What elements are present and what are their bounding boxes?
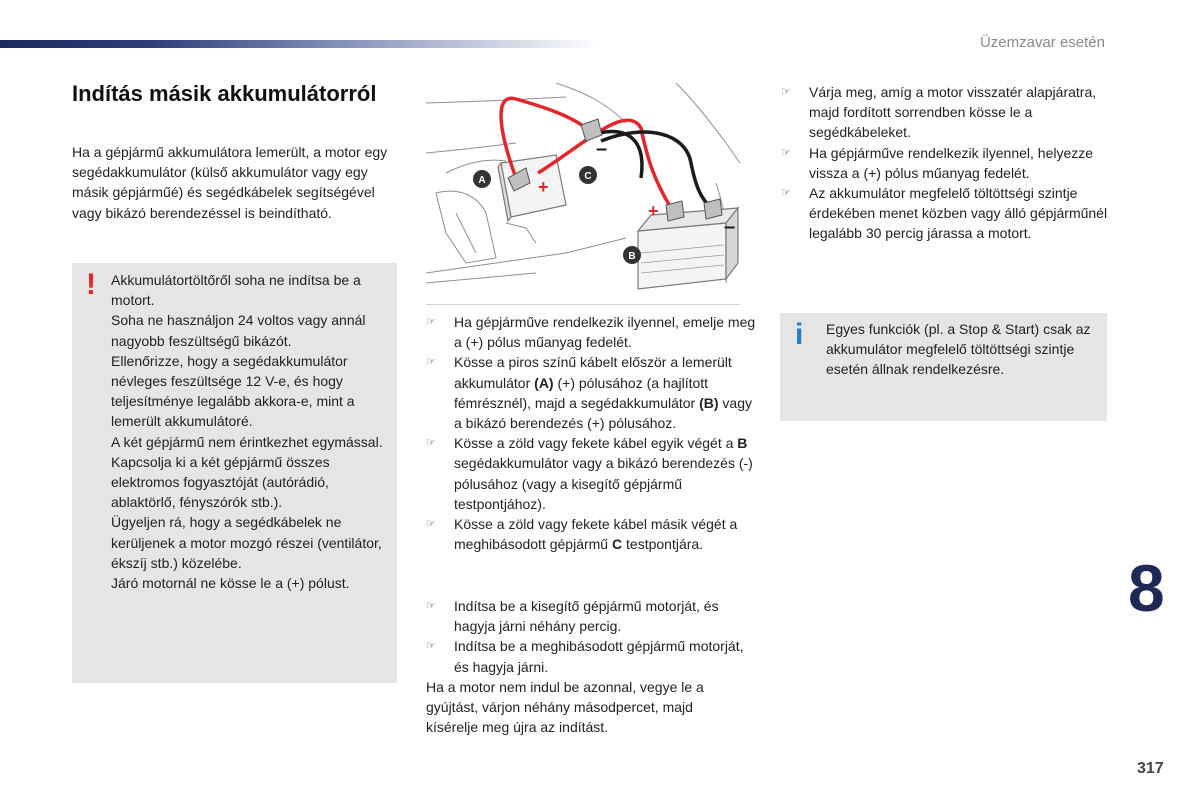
info-text: Egyes funkciók (pl. a Stop & Start) csak az akkumulátor megfelelő töltöttségi szintje esetén állnak rendelkezésre. [826, 321, 1091, 378]
warning-line: Ügyeljen rá, hogy a segédkábelek ne kerüljenek a motor mozgó részei (ventilátor, ékszíj stb.) közelébe. [111, 514, 382, 571]
list-item: ☞ Ha gépjárműve rendelkezik ilyennel, emelje meg a (+) pólus műanyag fedelét. [426, 314, 756, 351]
bullet-icon: ☞ [781, 146, 791, 159]
bullet-icon: ☞ [426, 316, 436, 328]
bullet-icon: ☞ [426, 356, 436, 369]
warning-line: Ellenőrizze, hogy a segédakkumulátor névleges feszültsége 12 V-e, és hogy teljesítménye legalább akkora-e, mint a lemerült akkumulátoré. [111, 352, 355, 430]
label-b: B [628, 251, 636, 262]
warning-line: Akkumulátortöltőről soha ne indítsa be a motort. [111, 272, 361, 309]
header-gradient-bar [0, 40, 600, 48]
warning-line: Soha ne használjon 24 voltos vagy annál nagyobb feszültségű bikázót. [111, 312, 366, 349]
restart-note: Ha a motor nem indul be azonnal, vegye le a gyújtást, várjon néhány másodpercet, majd kísérelje meg újra az indítást. [426, 679, 704, 736]
label-a: A [478, 175, 486, 186]
warning-line: Kapcsolja ki a két gépjármű összes elektromos fogyasztóját (autórádió, ablaktörlő, fényszórók stb.). [111, 453, 330, 511]
steps-column-middle-2 [426, 596, 756, 677]
list-item: ☞ Kösse a piros színű kábelt először a lemerült akkumulátor (A) (+) pólusához (a hajlított fémrésznél), majd a segédakkumulátor (B) vagy a bikázó berendezés (+) pólusához. [426, 354, 753, 432]
chapter-number: 8 [1128, 551, 1165, 625]
steps-column-middle [426, 312, 756, 554]
plus-sign-b: + [648, 201, 659, 221]
warning-text [111, 270, 391, 593]
plus-sign-a: + [538, 177, 549, 197]
bullet-icon: ☞ [781, 187, 791, 200]
list-item: ☞ Kösse a zöld vagy fekete kábel másik végét a meghibásodott gépjármű C testpontjára. [426, 516, 738, 553]
jump-start-illustration [426, 83, 740, 305]
minus-sign-c: – [596, 138, 608, 160]
steps-column-right [781, 82, 1111, 244]
label-c: C [584, 171, 592, 182]
bullet-icon: ☞ [426, 518, 436, 531]
info-icon: i [795, 318, 804, 351]
exclamation-icon: ! [86, 268, 96, 301]
bullet-icon: ☞ [781, 86, 791, 98]
page-number: 317 [1137, 760, 1164, 777]
warning-line: Járó motornál ne kösse le a (+) pólust. [111, 575, 350, 592]
page-title: Indítás másik akkumulátorról [72, 81, 377, 106]
list-item: ☞ Kösse a zöld vagy fekete kábel egyik végét a B segédakkumulátor vagy a bikázó berendezés (-) pólusához (vagy a kisegítő gépjármű testpontjához). [426, 435, 753, 512]
minus-sign-b: – [724, 216, 736, 238]
intro-paragraph: Ha a gépjármű akkumulátora lemerült, a motor egy segédakkumulátor (külső akkumulátor vagy egy másik gépjárműé) és segédkábelek segítségével vagy bikázó berendezéssel is beindítható. [72, 144, 388, 221]
warning-line: A két gépjármű nem érintkezhet egymással. [111, 433, 383, 450]
bullet-icon: ☞ [426, 437, 436, 450]
list-item: ☞ Ha gépjárműve rendelkezik ilyennel, helyezze vissza a (+) pólus műanyag fedelét. [781, 144, 1094, 181]
list-item: ☞ Az akkumulátor megfelelő töltöttségi szintje érdekében menet közben vagy álló gépjárműnél legalább 30 percig járassa a motort. [781, 185, 1108, 242]
bullet-icon: ☞ [426, 600, 436, 612]
list-item: ☞ Indítsa be a kisegítő gépjármű motorját, és hagyja járni néhány percig. [426, 598, 719, 635]
section-header: Üzemzavar esetén [979, 34, 1105, 51]
bullet-icon: ☞ [426, 640, 436, 653]
list-item: ☞ Indítsa be a meghibásodott gépjármű motorját, és hagyja járni. [426, 638, 744, 675]
list-item: ☞ Várja meg, amíg a motor visszatér alapjáratra, majd fordított sorrendben kösse le a segédkábeleket. [781, 84, 1097, 141]
